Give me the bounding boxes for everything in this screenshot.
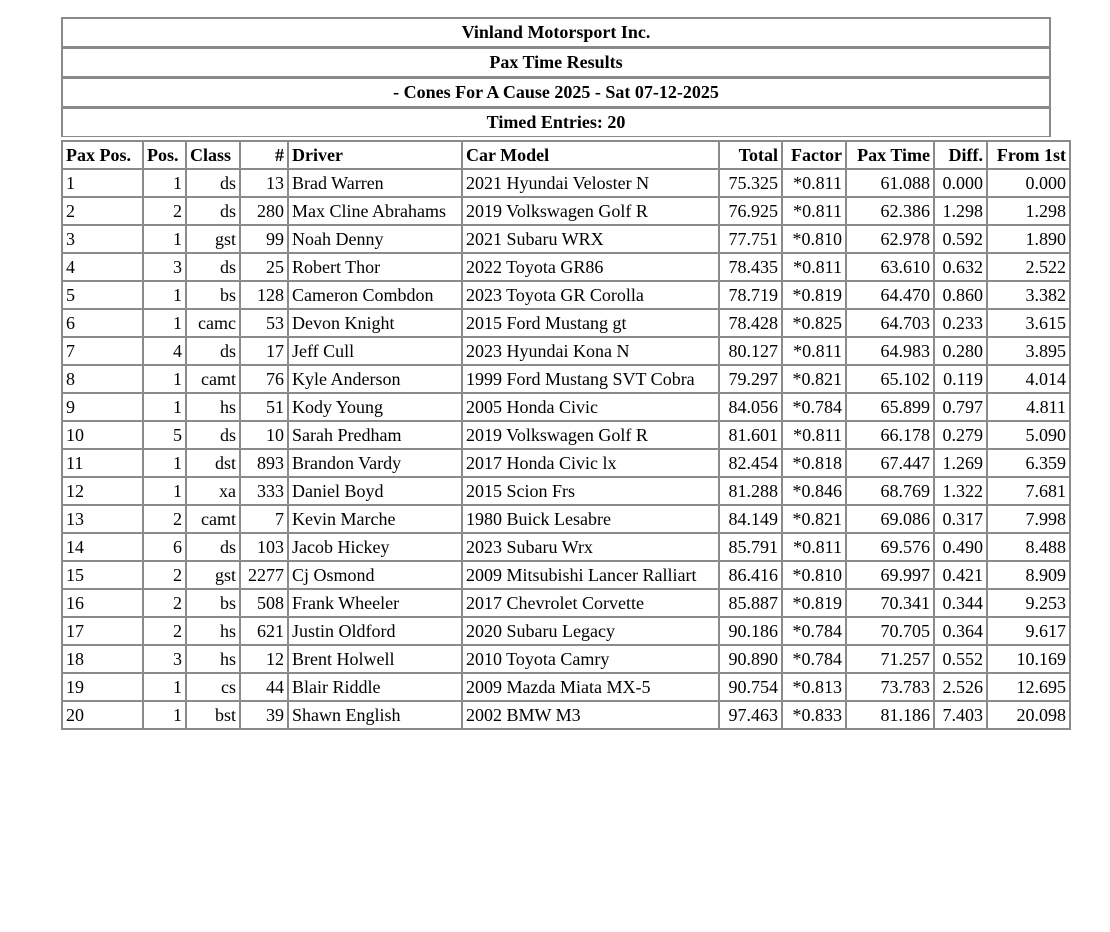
cell-class: gst	[186, 561, 240, 589]
cell-pos: 2	[143, 561, 186, 589]
cell-from-first: 3.382	[987, 281, 1070, 309]
cell-from-first: 4.811	[987, 393, 1070, 421]
cell-number: 51	[240, 393, 288, 421]
cell-pax-pos: 12	[62, 477, 143, 505]
cell-total: 97.463	[719, 701, 782, 729]
table-row	[62, 673, 1070, 701]
cell-pos: 2	[143, 617, 186, 645]
cell-number: 333	[240, 477, 288, 505]
cell-driver: Sarah Predham	[288, 421, 462, 449]
cell-pos: 1	[143, 309, 186, 337]
cell-driver: Daniel Boyd	[288, 477, 462, 505]
cell-total: 84.056	[719, 393, 782, 421]
cell-total: 90.890	[719, 645, 782, 673]
cell-driver: Brad Warren	[288, 169, 462, 197]
cell-diff: 0.860	[934, 281, 987, 309]
col-class: Class	[186, 141, 240, 169]
cell-class: ds	[186, 421, 240, 449]
cell-pax-time: 67.447	[846, 449, 934, 477]
cell-driver: Justin Oldford	[288, 617, 462, 645]
cell-factor: *0.846	[782, 477, 846, 505]
col-total: Total	[719, 141, 782, 169]
cell-pax-pos: 2	[62, 197, 143, 225]
cell-pax-time: 73.783	[846, 673, 934, 701]
cell-car-model: 2002 BMW M3	[462, 701, 719, 729]
cell-driver: Max Cline Abrahams	[288, 197, 462, 225]
cell-driver: Jacob Hickey	[288, 533, 462, 561]
cell-number: 280	[240, 197, 288, 225]
cell-factor: *0.819	[782, 589, 846, 617]
cell-car-model: 2023 Toyota GR Corolla	[462, 281, 719, 309]
col-diff: Diff.	[934, 141, 987, 169]
cell-class: camt	[186, 365, 240, 393]
cell-car-model: 2021 Subaru WRX	[462, 225, 719, 253]
cell-car-model: 2015 Scion Frs	[462, 477, 719, 505]
cell-pax-pos: 13	[62, 505, 143, 533]
cell-from-first: 10.169	[987, 645, 1070, 673]
cell-pos: 1	[143, 477, 186, 505]
table-row	[62, 701, 1070, 729]
cell-from-first: 4.014	[987, 365, 1070, 393]
cell-car-model: 2017 Honda Civic lx	[462, 449, 719, 477]
cell-pax-time: 63.610	[846, 253, 934, 281]
cell-diff: 0.552	[934, 645, 987, 673]
cell-factor: *0.821	[782, 505, 846, 533]
cell-class: dst	[186, 449, 240, 477]
table-row	[62, 589, 1070, 617]
table-row	[62, 645, 1070, 673]
cell-pax-time: 81.186	[846, 701, 934, 729]
cell-factor: *0.784	[782, 617, 846, 645]
cell-diff: 0.233	[934, 309, 987, 337]
cell-driver: Frank Wheeler	[288, 589, 462, 617]
cell-total: 78.435	[719, 253, 782, 281]
cell-pax-pos: 14	[62, 533, 143, 561]
cell-car-model: 2021 Hyundai Veloster N	[462, 169, 719, 197]
cell-class: gst	[186, 225, 240, 253]
cell-pax-time: 70.705	[846, 617, 934, 645]
cell-pax-time: 64.470	[846, 281, 934, 309]
cell-total: 90.754	[719, 673, 782, 701]
cell-diff: 0.490	[934, 533, 987, 561]
cell-driver: Shawn English	[288, 701, 462, 729]
cell-car-model: 2019 Volkswagen Golf R	[462, 421, 719, 449]
cell-driver: Kevin Marche	[288, 505, 462, 533]
cell-pos: 3	[143, 253, 186, 281]
col-from-first: From 1st	[987, 141, 1070, 169]
cell-pos: 4	[143, 337, 186, 365]
cell-from-first: 2.522	[987, 253, 1070, 281]
cell-class: bs	[186, 281, 240, 309]
cell-total: 81.288	[719, 477, 782, 505]
cell-driver: Kyle Anderson	[288, 365, 462, 393]
cell-pax-time: 65.899	[846, 393, 934, 421]
cell-pos: 6	[143, 533, 186, 561]
event-title: - Cones For A Cause 2025 - Sat 07-12-2025	[61, 77, 1051, 107]
cell-total: 78.719	[719, 281, 782, 309]
cell-from-first: 12.695	[987, 673, 1070, 701]
cell-number: 99	[240, 225, 288, 253]
cell-factor: *0.813	[782, 673, 846, 701]
cell-car-model: 2020 Subaru Legacy	[462, 617, 719, 645]
cell-factor: *0.819	[782, 281, 846, 309]
cell-number: 17	[240, 337, 288, 365]
table-row	[62, 393, 1070, 421]
cell-driver: Cameron Combdon	[288, 281, 462, 309]
cell-factor: *0.810	[782, 561, 846, 589]
cell-pax-time: 65.102	[846, 365, 934, 393]
cell-class: ds	[186, 533, 240, 561]
cell-from-first: 3.615	[987, 309, 1070, 337]
cell-pax-time: 70.341	[846, 589, 934, 617]
cell-class: camc	[186, 309, 240, 337]
table-header-row	[62, 141, 1070, 169]
cell-driver: Blair Riddle	[288, 673, 462, 701]
cell-diff: 1.322	[934, 477, 987, 505]
cell-diff: 1.298	[934, 197, 987, 225]
cell-number: 76	[240, 365, 288, 393]
cell-diff: 0.317	[934, 505, 987, 533]
cell-from-first: 8.488	[987, 533, 1070, 561]
cell-pax-pos: 7	[62, 337, 143, 365]
cell-car-model: 2015 Ford Mustang gt	[462, 309, 719, 337]
cell-number: 128	[240, 281, 288, 309]
cell-total: 82.454	[719, 449, 782, 477]
cell-factor: *0.784	[782, 393, 846, 421]
cell-car-model: 2010 Toyota Camry	[462, 645, 719, 673]
cell-factor: *0.811	[782, 169, 846, 197]
cell-pax-pos: 5	[62, 281, 143, 309]
cell-diff: 0.279	[934, 421, 987, 449]
cell-from-first: 5.090	[987, 421, 1070, 449]
cell-from-first: 7.998	[987, 505, 1070, 533]
table-row	[62, 421, 1070, 449]
cell-factor: *0.811	[782, 337, 846, 365]
cell-pos: 1	[143, 169, 186, 197]
table-row	[62, 561, 1070, 589]
col-car-model: Car Model	[462, 141, 719, 169]
cell-pos: 2	[143, 197, 186, 225]
cell-from-first: 6.359	[987, 449, 1070, 477]
cell-number: 10	[240, 421, 288, 449]
cell-pos: 2	[143, 589, 186, 617]
cell-driver: Brandon Vardy	[288, 449, 462, 477]
organization-name: Vinland Motorsport Inc.	[61, 17, 1051, 47]
col-factor: Factor	[782, 141, 846, 169]
cell-class: ds	[186, 169, 240, 197]
table-row	[62, 337, 1070, 365]
results-header	[61, 17, 1051, 137]
cell-number: 508	[240, 589, 288, 617]
cell-number: 53	[240, 309, 288, 337]
table-row	[62, 253, 1070, 281]
cell-pax-time: 62.386	[846, 197, 934, 225]
cell-diff: 0.119	[934, 365, 987, 393]
table-row	[62, 505, 1070, 533]
results-body	[62, 169, 1070, 729]
cell-pax-pos: 15	[62, 561, 143, 589]
cell-pax-time: 71.257	[846, 645, 934, 673]
cell-class: hs	[186, 617, 240, 645]
cell-driver: Cj Osmond	[288, 561, 462, 589]
cell-class: ds	[186, 337, 240, 365]
cell-pos: 1	[143, 281, 186, 309]
cell-pax-pos: 10	[62, 421, 143, 449]
cell-total: 77.751	[719, 225, 782, 253]
cell-number: 103	[240, 533, 288, 561]
cell-pax-pos: 6	[62, 309, 143, 337]
cell-pax-time: 64.983	[846, 337, 934, 365]
cell-total: 84.149	[719, 505, 782, 533]
cell-pax-pos: 20	[62, 701, 143, 729]
cell-driver: Noah Denny	[288, 225, 462, 253]
cell-factor: *0.810	[782, 225, 846, 253]
cell-number: 621	[240, 617, 288, 645]
cell-total: 76.925	[719, 197, 782, 225]
cell-diff: 0.592	[934, 225, 987, 253]
cell-class: camt	[186, 505, 240, 533]
cell-pos: 1	[143, 365, 186, 393]
cell-diff: 0.280	[934, 337, 987, 365]
cell-pax-time: 64.703	[846, 309, 934, 337]
table-row	[62, 169, 1070, 197]
cell-pos: 1	[143, 225, 186, 253]
cell-factor: *0.818	[782, 449, 846, 477]
cell-number: 12	[240, 645, 288, 673]
cell-driver: Jeff Cull	[288, 337, 462, 365]
cell-pax-pos: 8	[62, 365, 143, 393]
cell-number: 7	[240, 505, 288, 533]
cell-diff: 0.797	[934, 393, 987, 421]
table-row	[62, 477, 1070, 505]
cell-from-first: 9.253	[987, 589, 1070, 617]
table-row	[62, 281, 1070, 309]
col-number: #	[240, 141, 288, 169]
cell-car-model: 2023 Subaru Wrx	[462, 533, 719, 561]
cell-pax-time: 69.576	[846, 533, 934, 561]
cell-factor: *0.821	[782, 365, 846, 393]
cell-pax-time: 68.769	[846, 477, 934, 505]
cell-pos: 1	[143, 701, 186, 729]
cell-pos: 1	[143, 449, 186, 477]
table-row	[62, 533, 1070, 561]
cell-total: 79.297	[719, 365, 782, 393]
cell-total: 75.325	[719, 169, 782, 197]
cell-pax-pos: 18	[62, 645, 143, 673]
cell-from-first: 7.681	[987, 477, 1070, 505]
cell-diff: 0.421	[934, 561, 987, 589]
cell-total: 85.791	[719, 533, 782, 561]
cell-class: ds	[186, 253, 240, 281]
cell-factor: *0.811	[782, 197, 846, 225]
cell-number: 25	[240, 253, 288, 281]
cell-number: 893	[240, 449, 288, 477]
col-pax-pos: Pax Pos.	[62, 141, 143, 169]
cell-pax-time: 62.978	[846, 225, 934, 253]
cell-number: 2277	[240, 561, 288, 589]
cell-pax-pos: 4	[62, 253, 143, 281]
cell-car-model: 2023 Hyundai Kona N	[462, 337, 719, 365]
cell-driver: Robert Thor	[288, 253, 462, 281]
cell-total: 80.127	[719, 337, 782, 365]
cell-car-model: 2009 Mitsubishi Lancer Ralliart	[462, 561, 719, 589]
cell-from-first: 8.909	[987, 561, 1070, 589]
pax-results-table	[61, 140, 1071, 730]
table-row	[62, 365, 1070, 393]
cell-diff: 2.526	[934, 673, 987, 701]
cell-car-model: 2022 Toyota GR86	[462, 253, 719, 281]
cell-car-model: 2009 Mazda Miata MX-5	[462, 673, 719, 701]
cell-class: ds	[186, 197, 240, 225]
cell-car-model: 2017 Chevrolet Corvette	[462, 589, 719, 617]
cell-class: cs	[186, 673, 240, 701]
cell-car-model: 2005 Honda Civic	[462, 393, 719, 421]
cell-pos: 2	[143, 505, 186, 533]
cell-diff: 0.344	[934, 589, 987, 617]
col-pos: Pos.	[143, 141, 186, 169]
cell-number: 13	[240, 169, 288, 197]
cell-class: hs	[186, 393, 240, 421]
cell-factor: *0.811	[782, 533, 846, 561]
cell-pos: 3	[143, 645, 186, 673]
cell-total: 86.416	[719, 561, 782, 589]
cell-number: 39	[240, 701, 288, 729]
cell-from-first: 1.890	[987, 225, 1070, 253]
cell-driver: Kody Young	[288, 393, 462, 421]
timed-entries-count: Timed Entries: 20	[61, 107, 1051, 137]
cell-number: 44	[240, 673, 288, 701]
cell-total: 78.428	[719, 309, 782, 337]
col-pax-time: Pax Time	[846, 141, 934, 169]
cell-diff: 1.269	[934, 449, 987, 477]
cell-car-model: 1980 Buick Lesabre	[462, 505, 719, 533]
table-row	[62, 309, 1070, 337]
table-row	[62, 449, 1070, 477]
cell-class: bs	[186, 589, 240, 617]
cell-driver: Brent Holwell	[288, 645, 462, 673]
cell-pos: 5	[143, 421, 186, 449]
cell-class: xa	[186, 477, 240, 505]
cell-pax-pos: 11	[62, 449, 143, 477]
cell-total: 90.186	[719, 617, 782, 645]
cell-total: 81.601	[719, 421, 782, 449]
cell-pax-pos: 1	[62, 169, 143, 197]
cell-total: 85.887	[719, 589, 782, 617]
cell-pax-time: 69.086	[846, 505, 934, 533]
cell-class: hs	[186, 645, 240, 673]
table-row	[62, 197, 1070, 225]
cell-factor: *0.825	[782, 309, 846, 337]
cell-pax-time: 61.088	[846, 169, 934, 197]
cell-diff: 0.632	[934, 253, 987, 281]
cell-factor: *0.811	[782, 421, 846, 449]
cell-from-first: 1.298	[987, 197, 1070, 225]
cell-pos: 1	[143, 393, 186, 421]
cell-pax-pos: 9	[62, 393, 143, 421]
cell-class: bst	[186, 701, 240, 729]
cell-pax-time: 66.178	[846, 421, 934, 449]
table-row	[62, 225, 1070, 253]
cell-car-model: 1999 Ford Mustang SVT Cobra	[462, 365, 719, 393]
cell-factor: *0.811	[782, 253, 846, 281]
cell-pax-time: 69.997	[846, 561, 934, 589]
cell-pax-pos: 16	[62, 589, 143, 617]
cell-from-first: 20.098	[987, 701, 1070, 729]
cell-driver: Devon Knight	[288, 309, 462, 337]
cell-pos: 1	[143, 673, 186, 701]
cell-pax-pos: 19	[62, 673, 143, 701]
cell-diff: 7.403	[934, 701, 987, 729]
cell-pax-pos: 17	[62, 617, 143, 645]
cell-pax-pos: 3	[62, 225, 143, 253]
col-driver: Driver	[288, 141, 462, 169]
cell-from-first: 3.895	[987, 337, 1070, 365]
cell-car-model: 2019 Volkswagen Golf R	[462, 197, 719, 225]
cell-diff: 0.364	[934, 617, 987, 645]
cell-from-first: 9.617	[987, 617, 1070, 645]
cell-factor: *0.784	[782, 645, 846, 673]
table-row	[62, 617, 1070, 645]
cell-from-first: 0.000	[987, 169, 1070, 197]
report-title: Pax Time Results	[61, 47, 1051, 77]
cell-diff: 0.000	[934, 169, 987, 197]
cell-factor: *0.833	[782, 701, 846, 729]
